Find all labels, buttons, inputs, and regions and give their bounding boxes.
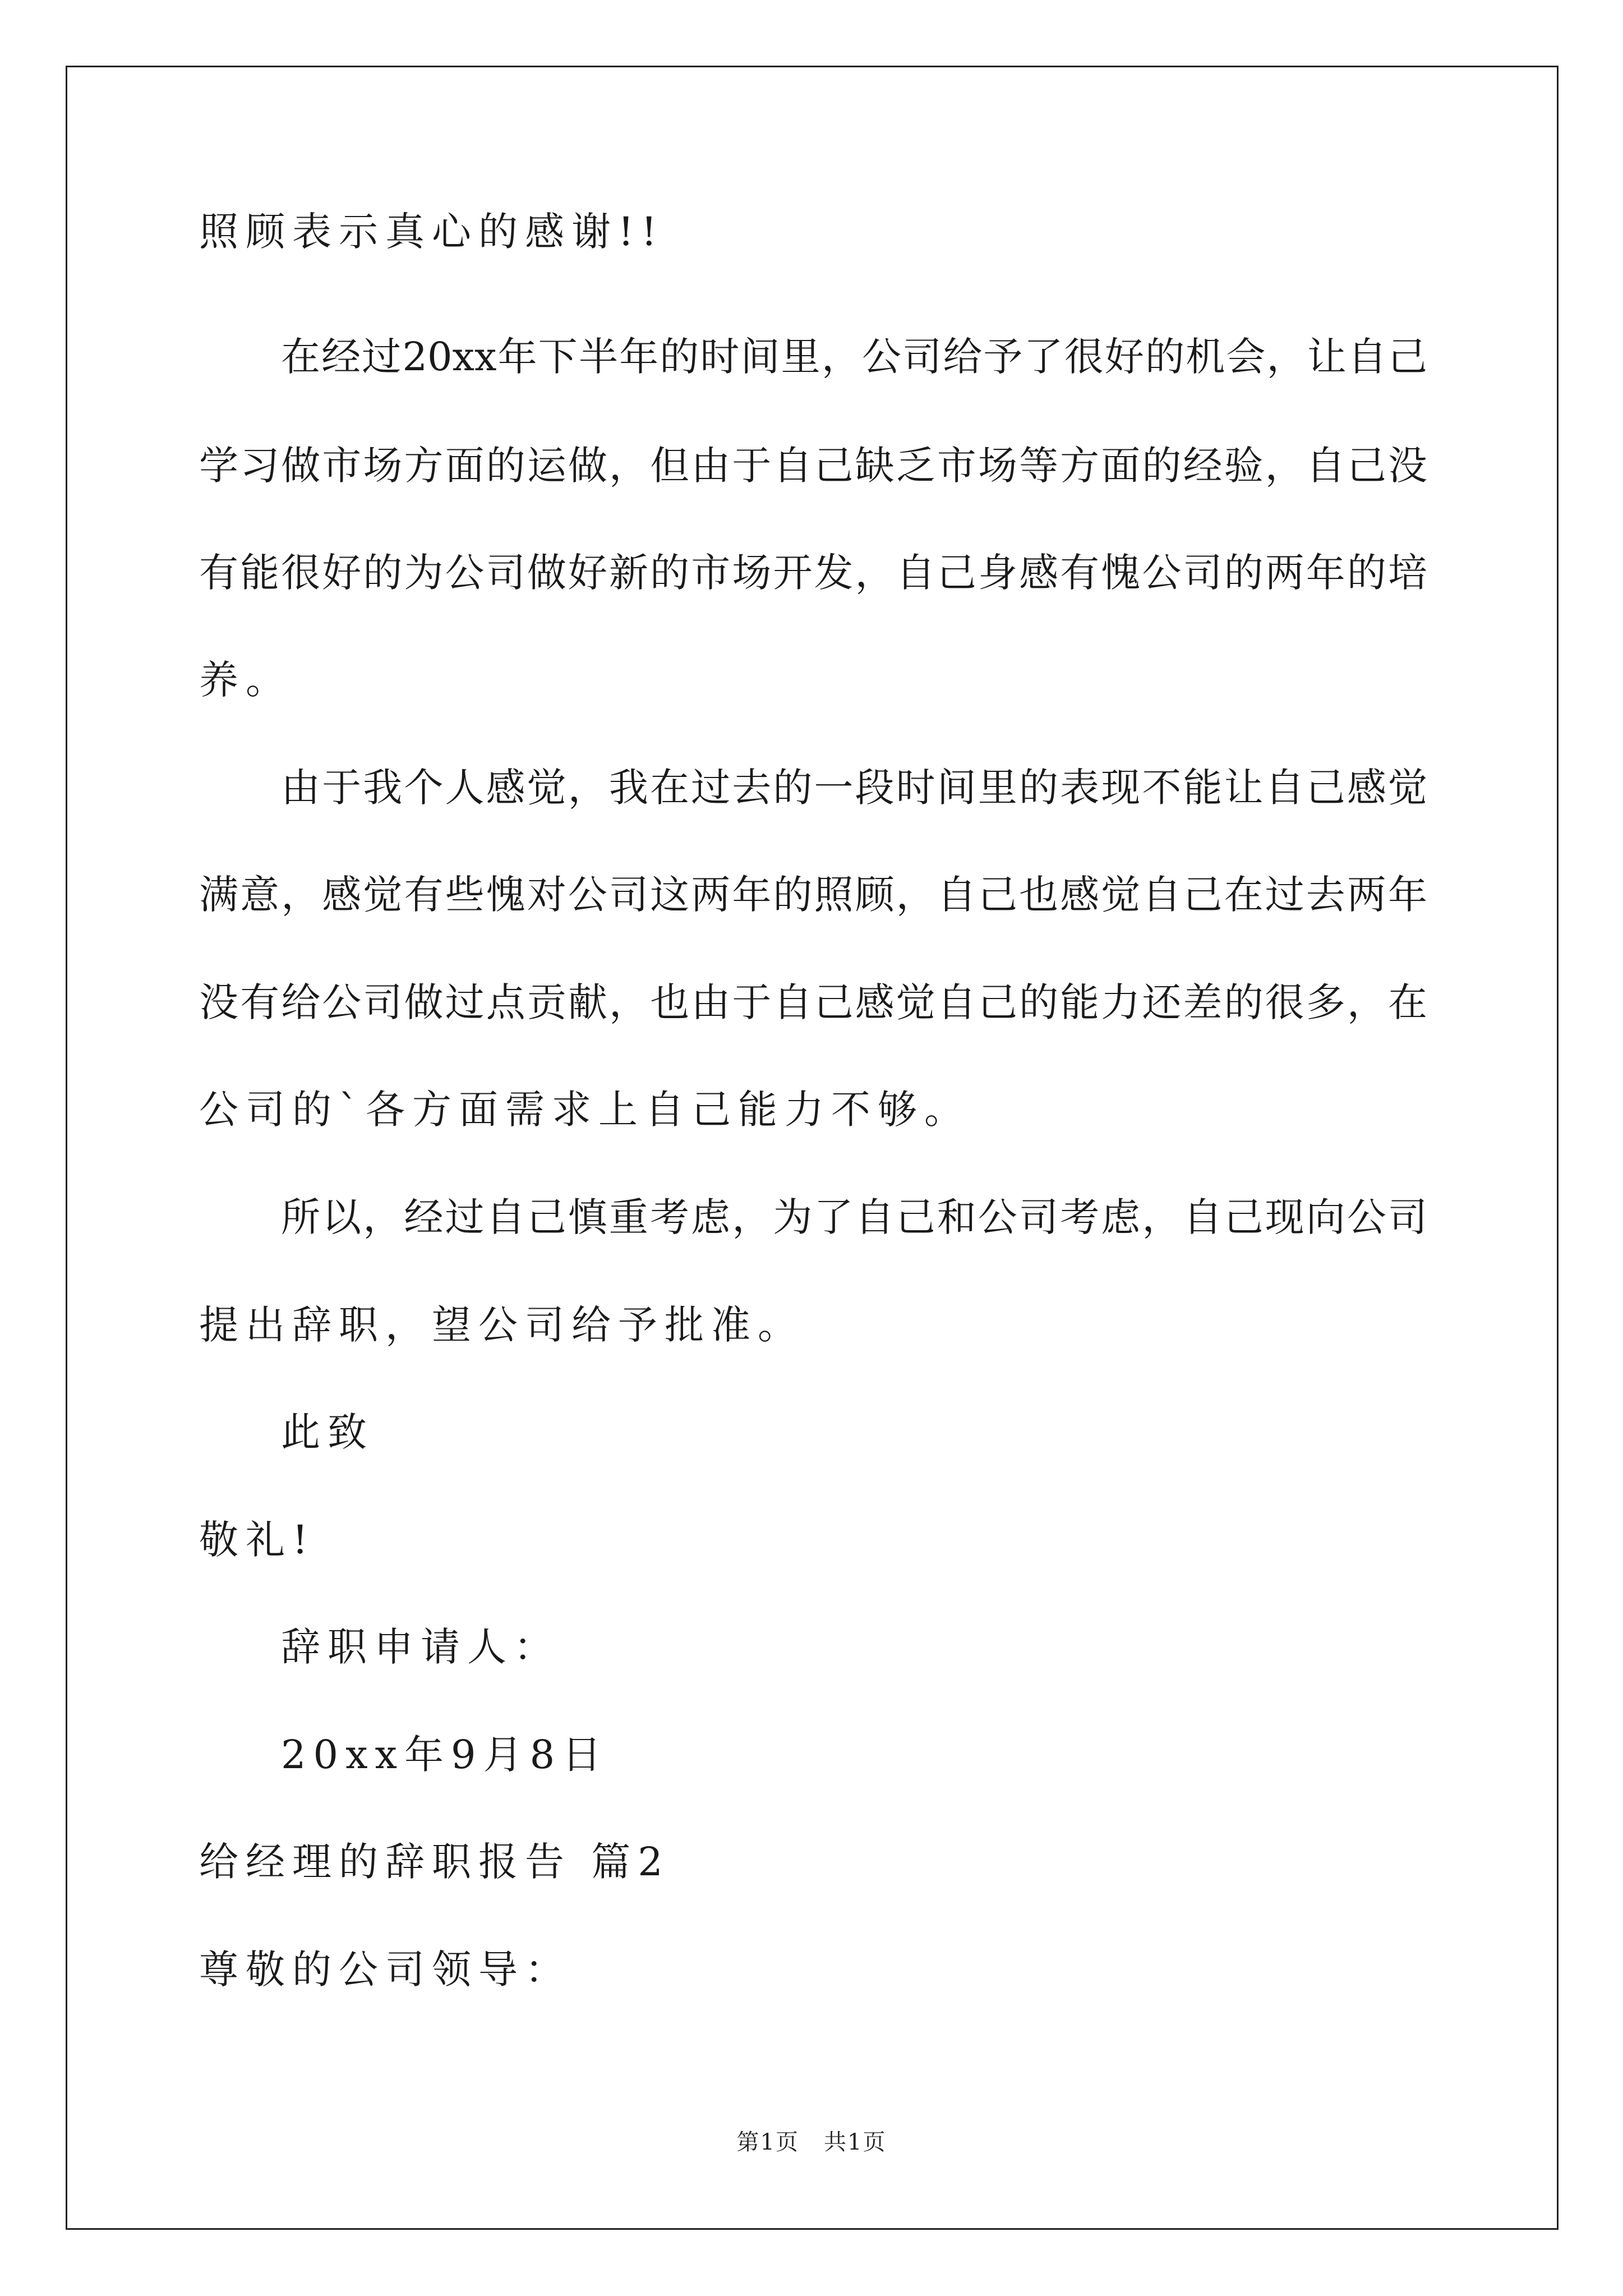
page-border xyxy=(66,66,1559,2230)
paragraph-line: 照顾表示真心的感谢!! xyxy=(199,209,665,255)
paragraph-line: 在经过20xx年下半年的时间里，公司给予了很好的机会，让自己 xyxy=(281,334,1427,380)
paragraph-line: 没有给公司做过点贡献，也由于自己感觉自己的能力还差的很多，在 xyxy=(199,979,1427,1025)
paragraph-line: 满意，感觉有些愧对公司这两年的照顾，自己也感觉自己在过去两年 xyxy=(199,872,1427,918)
closing-salutation: 此致 xyxy=(281,1409,374,1455)
page-number: 第1页 xyxy=(736,2129,799,2155)
paragraph-line: 养。 xyxy=(199,657,292,703)
paragraph-line: 有能很好的为公司做好新的市场开发，自己身感有愧公司的两年的培 xyxy=(199,550,1427,596)
closing-regards: 敬礼! xyxy=(199,1517,316,1563)
paragraph-line: 由于我个人感觉，我在过去的一段时间里的表现不能让自己感觉 xyxy=(281,765,1427,811)
section-heading: 给经理的辞职报告 篇2 xyxy=(199,1839,670,1885)
greeting-line: 尊敬的公司领导： xyxy=(199,1947,571,1993)
page-footer xyxy=(0,2124,1623,2156)
paragraph-line: 学习做市场方面的运做，但由于自己缺乏市场等方面的经验，自己没 xyxy=(199,443,1427,489)
paragraph-line: 提出辞职，望公司给予批准。 xyxy=(199,1302,804,1348)
paragraph-line: 公司的`各方面需求上自己能力不够。 xyxy=(199,1087,971,1133)
signature-date: 20xx年9月8日 xyxy=(281,1732,609,1778)
signature-label: 辞职申请人： xyxy=(281,1624,560,1670)
paragraph-line: 所以，经过自己慎重考虑，为了自己和公司考虑，自己现向公司 xyxy=(281,1194,1427,1240)
page-total: 共1页 xyxy=(824,2129,887,2155)
